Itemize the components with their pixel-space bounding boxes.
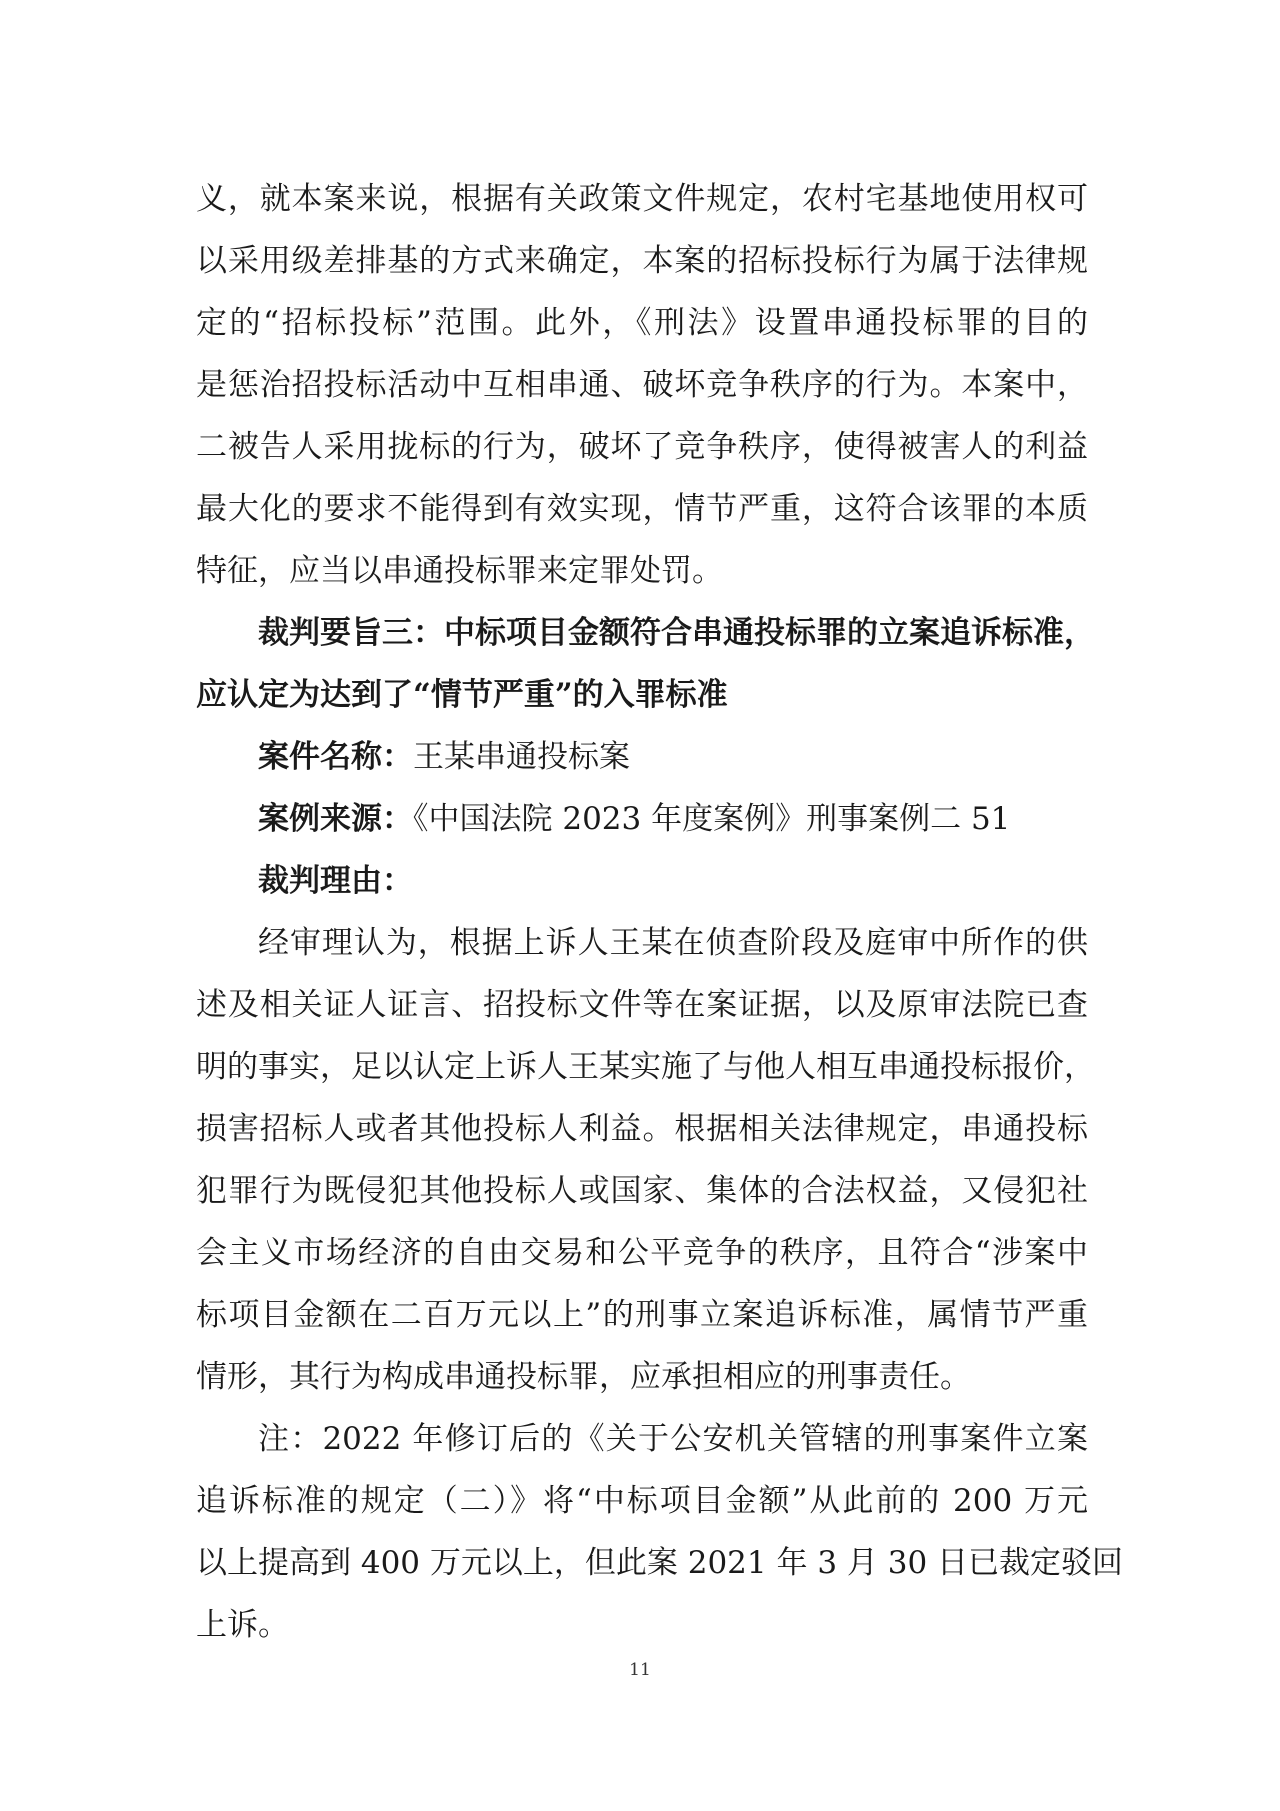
case-name-line <box>196 726 1088 788</box>
case-source-line <box>196 788 1088 850</box>
body-text-line: 会主义市场经济的自由交易和公平竞争的秩序，且符合“涉案中 <box>196 1235 1088 1271</box>
body-text-line: 犯罪行为既侵犯其他投标人或国家、集体的合法权益，又侵犯社 <box>196 1173 1088 1209</box>
body-text-line: 明的事实，足以认定上诉人王某实施了与他人相互串通投标报价， <box>196 1049 1095 1085</box>
body-text-line: 二被告人采用拢标的行为，破坏了竞争秩序，使得被害人的利益 <box>196 429 1088 465</box>
body-text-line: 追诉标准的规定（二）》将“中标项目金额”从此前的 200 万元 <box>196 1483 1088 1519</box>
body-text-line: 注：2022 年修订后的《关于公安机关管辖的刑事案件立案 <box>258 1421 1088 1457</box>
body-text-line: 述及相关证人证言、招投标文件等在案证据，以及原审法院已查 <box>196 987 1088 1023</box>
case-source-value: 《中国法院 2023 年度案例》刑事案例二 51 <box>413 801 1011 837</box>
case-source-label: 案例来源： <box>258 801 413 837</box>
page-number: 11 <box>629 1660 651 1680</box>
reasoning-label: 裁判理由： <box>258 863 413 899</box>
heading-line: 应认定为达到了“情节严重”的入罪标准 <box>196 677 728 713</box>
body-text-line: 上诉。 <box>196 1607 289 1643</box>
body-text-line: 以上提高到 400 万元以上，但此案 2021 年 3 月 30 日已裁定驳回 <box>196 1545 1124 1581</box>
document-page <box>196 168 1124 1656</box>
note-paragraph <box>196 1408 1124 1656</box>
heading-line: 裁判要旨三：中标项目金额符合串通投标罪的立案追诉标准， <box>258 615 1095 651</box>
ruling-gist-heading <box>196 602 1095 726</box>
reasoning-paragraph <box>196 912 1095 1408</box>
body-text-line: 特征，应当以串通投标罪来定罪处罚。 <box>196 553 723 589</box>
body-text-line: 标项目金额在二百万元以上”的刑事立案追诉标准，属情节严重 <box>196 1297 1088 1333</box>
body-text-line: 以采用级差排基的方式来确定，本案的招标投标行为属于法律规 <box>196 243 1088 279</box>
case-name-label: 案件名称： <box>258 739 413 775</box>
body-text-line: 是惩治招投标活动中互相串通、破坏竞争秩序的行为。本案中， <box>196 367 1088 403</box>
body-text-line: 最大化的要求不能得到有效实现，情节严重，这符合该罪的本质 <box>196 491 1088 527</box>
body-text-line: 情形，其行为构成串通投标罪，应承担相应的刑事责任。 <box>196 1359 971 1395</box>
case-name-value: 王某串通投标案 <box>413 739 630 775</box>
body-text-line: 义，就本案来说，根据有关政策文件规定，农村宅基地使用权可 <box>196 181 1088 217</box>
body-text-line: 经审理认为，根据上诉人王某在侦查阶段及庭审中所作的供 <box>258 925 1088 961</box>
body-text-line: 定的“招标投标”范围。此外，《刑法》设置串通投标罪的目的 <box>196 305 1088 341</box>
body-text-line: 损害招标人或者其他投标人利益。根据相关法律规定，串通投标 <box>196 1111 1088 1147</box>
intro-paragraph <box>196 168 1088 602</box>
